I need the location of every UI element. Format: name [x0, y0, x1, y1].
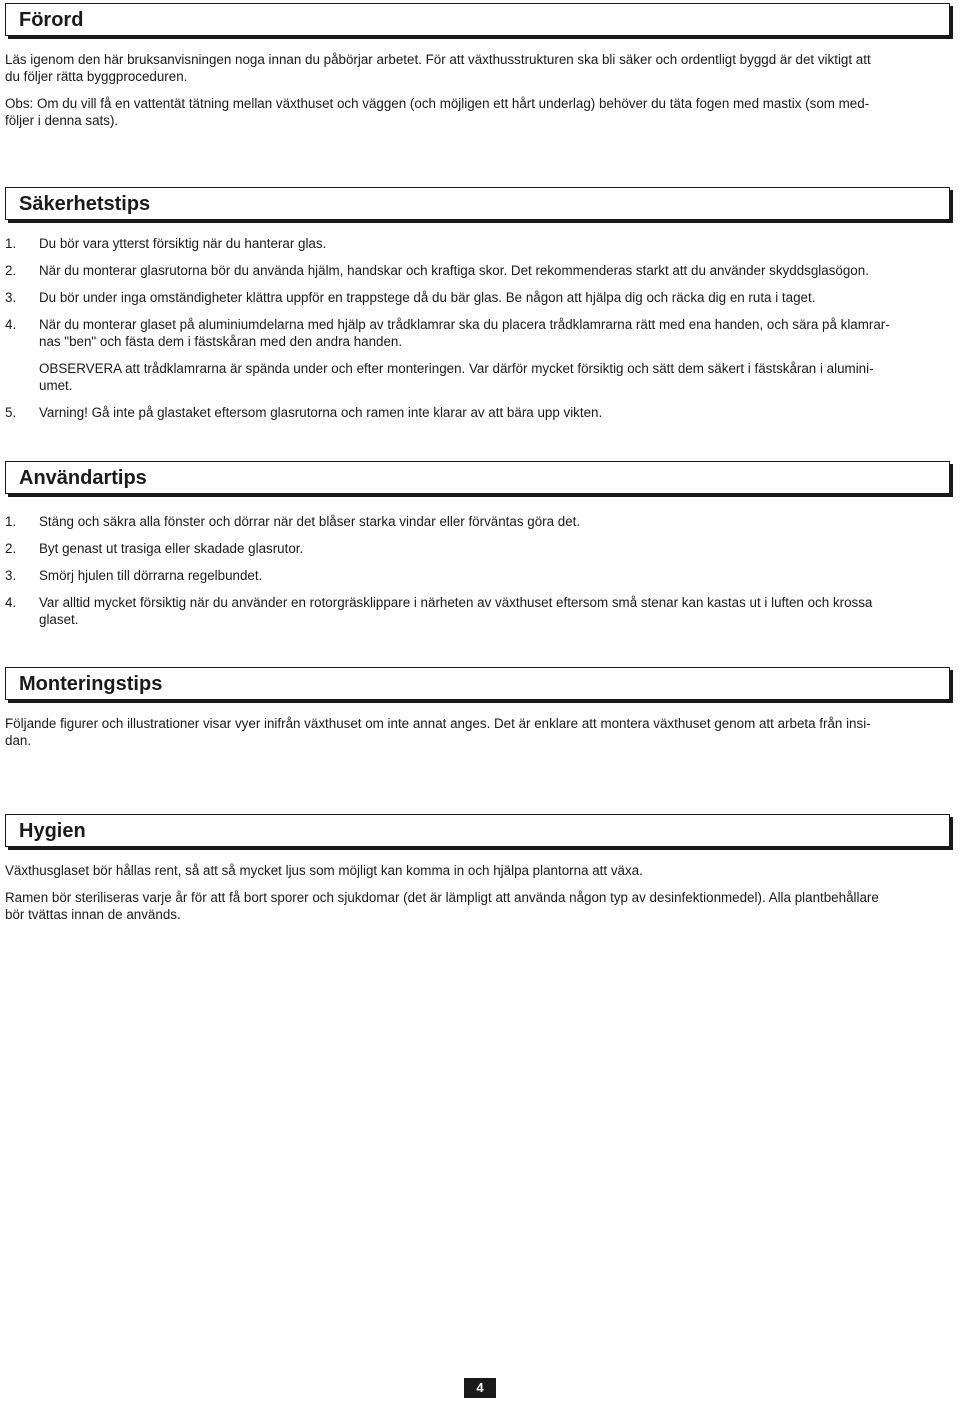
section-heading-box — [5, 3, 950, 36]
forord-paragraph-2: Obs: Om du vill få en vattentät tätning mellan växthuset och väggen (och möjligen ett hårt underlag) behöver du täta fogen med mastix (som med- följer i denna sats). — [5, 96, 870, 128]
section-hygien — [5, 814, 950, 847]
section-title-forord: Förord — [19, 9, 84, 31]
hygien-paragraph-2: Ramen bör steriliseras varje år för att få bort sporer och sjukdomar (det är lämpligt att använda någon typ av desinfektionmedel). Alla plantbehållare bör tvättas innan de används. — [5, 890, 879, 922]
list-item — [5, 540, 950, 557]
list-item — [5, 289, 950, 306]
section-anvandartips — [5, 461, 950, 494]
item-text: Du bör under inga omständigheter klättra uppför en trappstege då du bär glas. Be någon att hjälpa dig och räcka dig en ruta i taget. — [39, 290, 816, 305]
list-item — [5, 316, 950, 350]
section-title-hygien: Hygien — [19, 820, 86, 842]
list-item — [5, 262, 950, 279]
item-number: 3. — [5, 290, 17, 305]
item-number: 2. — [5, 263, 17, 278]
hygien-paragraph-1: Växthusglaset bör hållas rent, så att så mycket ljus som möjligt kan komma in och hjälpa plantorna att växa. — [5, 863, 643, 878]
section-heading-box — [5, 461, 950, 494]
item-text: Byt genast ut trasiga eller skadade glasrutor. — [39, 541, 304, 556]
list-item — [5, 235, 950, 252]
list-item — [5, 404, 950, 421]
item-text: Du bör vara ytterst försiktig när du hanterar glas. — [39, 236, 327, 251]
item-number: 4. — [5, 595, 17, 610]
list-item — [5, 513, 950, 530]
item-text: Smörj hjulen till dörrarna regelbundet. — [39, 568, 263, 583]
observera-note: OBSERVERA att trådklamrarna är spända under och efter monteringen. Var därför mycket försiktig och sätt dem säkert i fästskåran i alumini- umet. — [39, 361, 874, 393]
list-item — [5, 567, 950, 584]
section-title-sakerhetstips: Säkerhetstips — [19, 193, 151, 215]
section-sakerhetstips — [5, 187, 950, 220]
monteringstips-paragraph: Följande figurer och illustrationer visar vyer inifrån växthuset om inte annat anges. Det är enklare att montera växthuset genom att arbeta från insi- dan. — [5, 716, 871, 748]
list-item — [5, 594, 950, 628]
item-number: 3. — [5, 568, 17, 583]
item-text: Stäng och säkra alla fönster och dörrar när det blåser starka vindar eller förväntas göra det. — [39, 514, 581, 529]
item-text: Var alltid mycket försiktig när du använder en rotorgräsklippare i närheten av växthuset eftersom små stenar kan kastas ut i luften och krossa glaset. — [39, 595, 873, 627]
item-number: 5. — [5, 405, 17, 420]
section-heading-box — [5, 814, 950, 847]
item-text: När du monterar glaset på aluminiumdelarna med hjälp av trådklamrar ska du placera trådklamrarna rätt med ena handen, och sära på klamrar- nas "ben" och fästa dem i fästskåran med den andra handen. — [39, 317, 890, 349]
item-number: 2. — [5, 541, 17, 556]
section-monteringstips — [5, 667, 950, 700]
section-heading-box — [5, 187, 950, 220]
item-text: Varning! Gå inte på glastaket eftersom glasrutorna och ramen inte klarar av att bära upp vikten. — [39, 405, 603, 420]
section-heading-box — [5, 667, 950, 700]
section-title-monteringstips: Monteringstips — [19, 673, 163, 695]
section-forord — [5, 3, 950, 36]
item-text: När du monterar glasrutorna bör du använda hjälm, handskar och kraftiga skor. Det rekommenderas starkt att du använder skyddsglasögon. — [39, 263, 869, 278]
item-number: 1. — [5, 514, 17, 529]
section-title-anvandartips: Användartips — [19, 467, 147, 489]
forord-paragraph-1: Läs igenom den här bruksanvisningen noga innan du påbörjar arbetet. För att växthusstrukturen ska bli säker och ordentligt byggd är det viktigt att du följer rätta byggproceduren. — [5, 52, 871, 84]
item-number: 4. — [5, 317, 17, 332]
item-number: 1. — [5, 236, 17, 251]
page-number: 4 — [464, 1378, 496, 1398]
